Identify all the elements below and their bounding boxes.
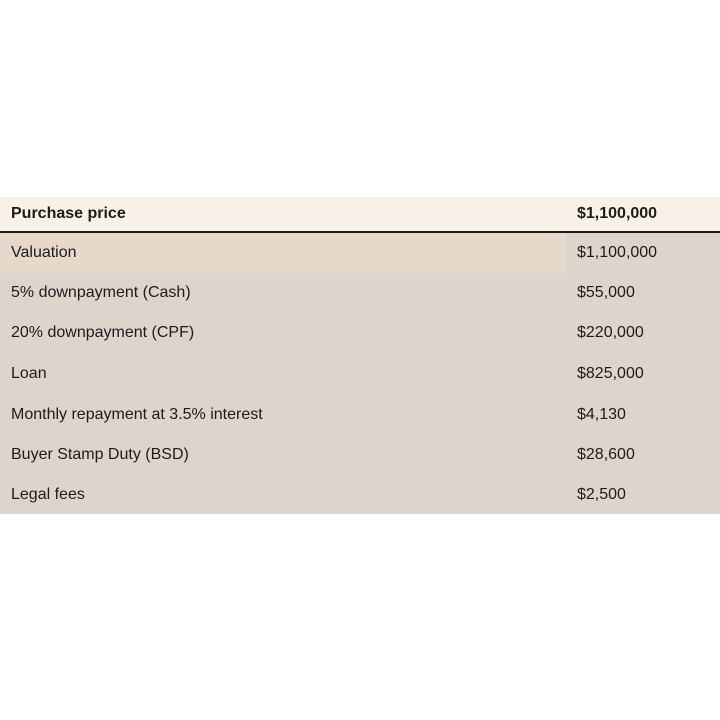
table-header (0, 197, 720, 232)
row-value: $55,000 (566, 273, 720, 314)
row-label: Valuation (0, 232, 566, 273)
row-value: $4,130 (566, 394, 720, 435)
table-row-cpf-downpayment (0, 313, 720, 354)
row-value: $825,000 (566, 354, 720, 395)
row-label: 20% downpayment (CPF) (0, 313, 566, 354)
header-value: $1,100,000 (566, 197, 720, 232)
table-row-monthly-repayment (0, 394, 720, 435)
table-row-legal-fees (0, 476, 720, 514)
purchase-cost-table (0, 197, 720, 514)
row-label: Legal fees (0, 476, 566, 514)
table-body (0, 232, 720, 514)
table-row-stamp-duty (0, 435, 720, 476)
purchase-cost-table-container (0, 197, 720, 514)
table-row-valuation (0, 232, 720, 273)
row-value: $1,100,000 (566, 232, 720, 273)
row-label: 5% downpayment (Cash) (0, 273, 566, 314)
row-value: $220,000 (566, 313, 720, 354)
row-value: $28,600 (566, 435, 720, 476)
table-row-cash-downpayment (0, 273, 720, 314)
header-label: Purchase price (0, 197, 566, 232)
row-label: Monthly repayment at 3.5% interest (0, 394, 566, 435)
header-row (0, 197, 720, 232)
row-label: Buyer Stamp Duty (BSD) (0, 435, 566, 476)
row-label: Loan (0, 354, 566, 395)
table-row-loan (0, 354, 720, 395)
row-value: $2,500 (566, 476, 720, 514)
